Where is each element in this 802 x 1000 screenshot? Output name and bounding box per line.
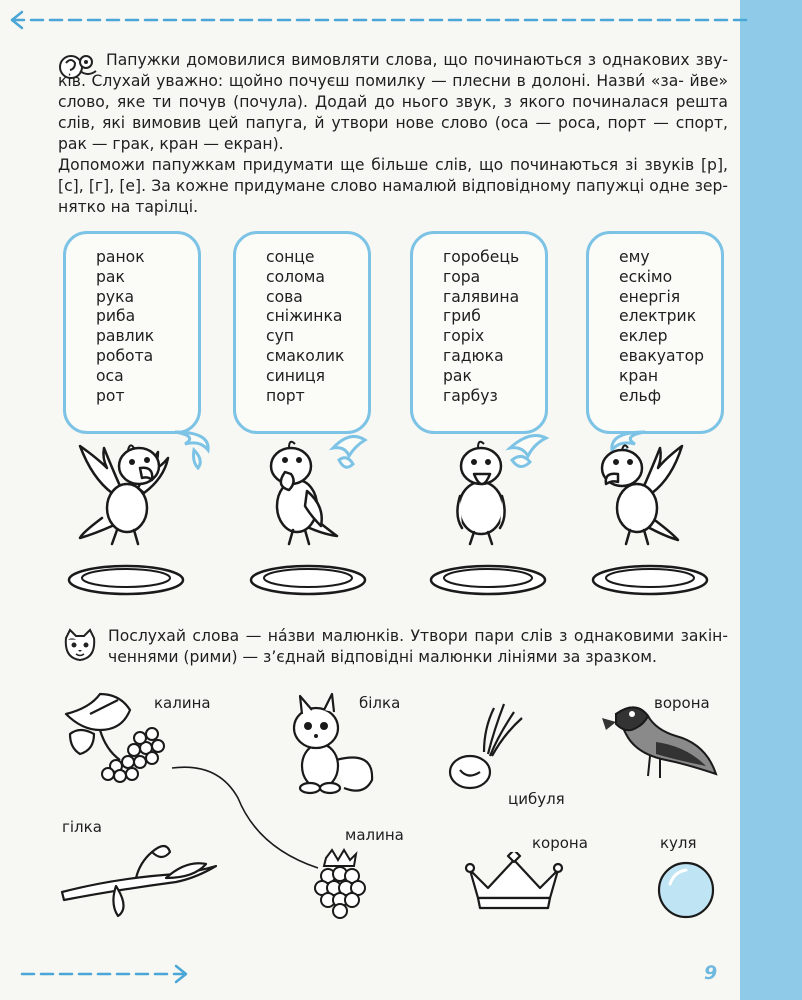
plate-s xyxy=(248,562,368,596)
word-item: горобець xyxy=(443,248,520,266)
word-list-e xyxy=(589,234,721,406)
parrot-s-illustration xyxy=(255,436,345,551)
twig-illustration xyxy=(56,838,226,923)
word-item: рак xyxy=(96,267,125,286)
bottom-dashed-arrow xyxy=(20,962,190,986)
word-item: гадюка xyxy=(443,346,504,365)
word-item: равлик xyxy=(96,327,155,346)
word-item: синиця xyxy=(266,366,326,385)
word-item: оса xyxy=(96,366,124,385)
word-item: рак xyxy=(443,366,472,385)
label-hilka: гілка xyxy=(62,818,102,836)
word-item: гриб xyxy=(443,307,481,326)
parrot-h-illustration xyxy=(446,436,516,551)
word-item: ему xyxy=(619,248,650,266)
parrot-r-illustration xyxy=(72,438,182,553)
raspberry-illustration xyxy=(304,848,374,920)
ball-illustration xyxy=(654,858,718,922)
word-item: робота xyxy=(96,346,154,365)
label-vorona: ворона xyxy=(654,694,710,712)
word-item: гарбуз xyxy=(443,386,498,405)
plate-h xyxy=(428,562,548,596)
word-item: сонце xyxy=(266,248,315,266)
word-item: порт xyxy=(266,386,305,405)
label-kulia: куля xyxy=(660,834,697,852)
word-item: енергія xyxy=(619,287,681,306)
plate-e xyxy=(590,562,710,596)
label-kalyna: калина xyxy=(154,694,211,712)
word-list-r xyxy=(66,234,198,406)
speech-bubble-s xyxy=(233,231,371,434)
word-item: рот xyxy=(96,386,125,405)
word-item: риба xyxy=(96,307,136,326)
word-item: ельф xyxy=(619,386,662,405)
task2-text: Послухай слова — на́зви малюнків. Утвори пари слів з однаковими закін- ченнями (рими) — з’єднай відповідні малюнки лініями за зразком. xyxy=(108,627,728,666)
speech-bubble-e xyxy=(586,231,724,434)
speech-bubble-h xyxy=(410,231,548,434)
word-list-h xyxy=(413,234,545,406)
label-tsybulia: цибуля xyxy=(508,790,565,808)
label-bilka: білка xyxy=(359,694,401,712)
crown-illustration xyxy=(464,852,564,912)
parrot-e-illustration xyxy=(582,438,692,553)
word-item: галявина xyxy=(443,287,520,306)
word-item: ранок xyxy=(96,248,145,266)
label-korona: корона xyxy=(532,834,588,852)
word-item: сніжинка xyxy=(266,307,343,326)
word-item: сова xyxy=(266,287,303,306)
word-item: електрик xyxy=(619,307,697,326)
word-item: суп xyxy=(266,327,294,346)
onion-illustration xyxy=(444,698,529,798)
word-item: евакуатор xyxy=(619,346,705,365)
plate-r xyxy=(66,562,186,596)
task1-paragraph2: Допоможи папужкам придумати ще більше слів, що починаються зі звуків [р], [с], [г], [е]. За кожне придумане слово намалюй відповідному папужці одне зер- нятко на тарілці. xyxy=(58,156,728,216)
task2-instructions xyxy=(108,626,728,668)
word-item: горіх xyxy=(443,327,485,346)
word-item: рука xyxy=(96,287,135,306)
word-item: солома xyxy=(266,267,325,286)
top-dashed-arrow xyxy=(8,8,748,32)
speech-bubble-r xyxy=(63,231,201,434)
word-item: ескімо xyxy=(619,267,673,286)
word-item: гора xyxy=(443,267,481,286)
word-list-s xyxy=(236,234,368,406)
task1-paragraph1: Папужки домовилися вимовляти слова, що починаються з однакових зву- ків. Слухай уважно: щойно почуєш помилку — плесни в долоні. Назви́ «за- йве» слово, яке ти почув (почула). Додай до нього звук, з якого починалася решта слів, які вимовив цей папуга, й утвори нове слово (оса — роса, порт — спорт, рак — грак, кран — екран). xyxy=(58,51,728,153)
label-malyna: малина xyxy=(345,826,404,844)
word-item: кран xyxy=(619,366,659,385)
word-item: смаколик xyxy=(266,346,345,365)
page-number: 9 xyxy=(704,962,718,984)
word-item: еклер xyxy=(619,327,668,346)
cat-face-icon xyxy=(62,628,98,664)
task1-instructions xyxy=(58,50,728,218)
